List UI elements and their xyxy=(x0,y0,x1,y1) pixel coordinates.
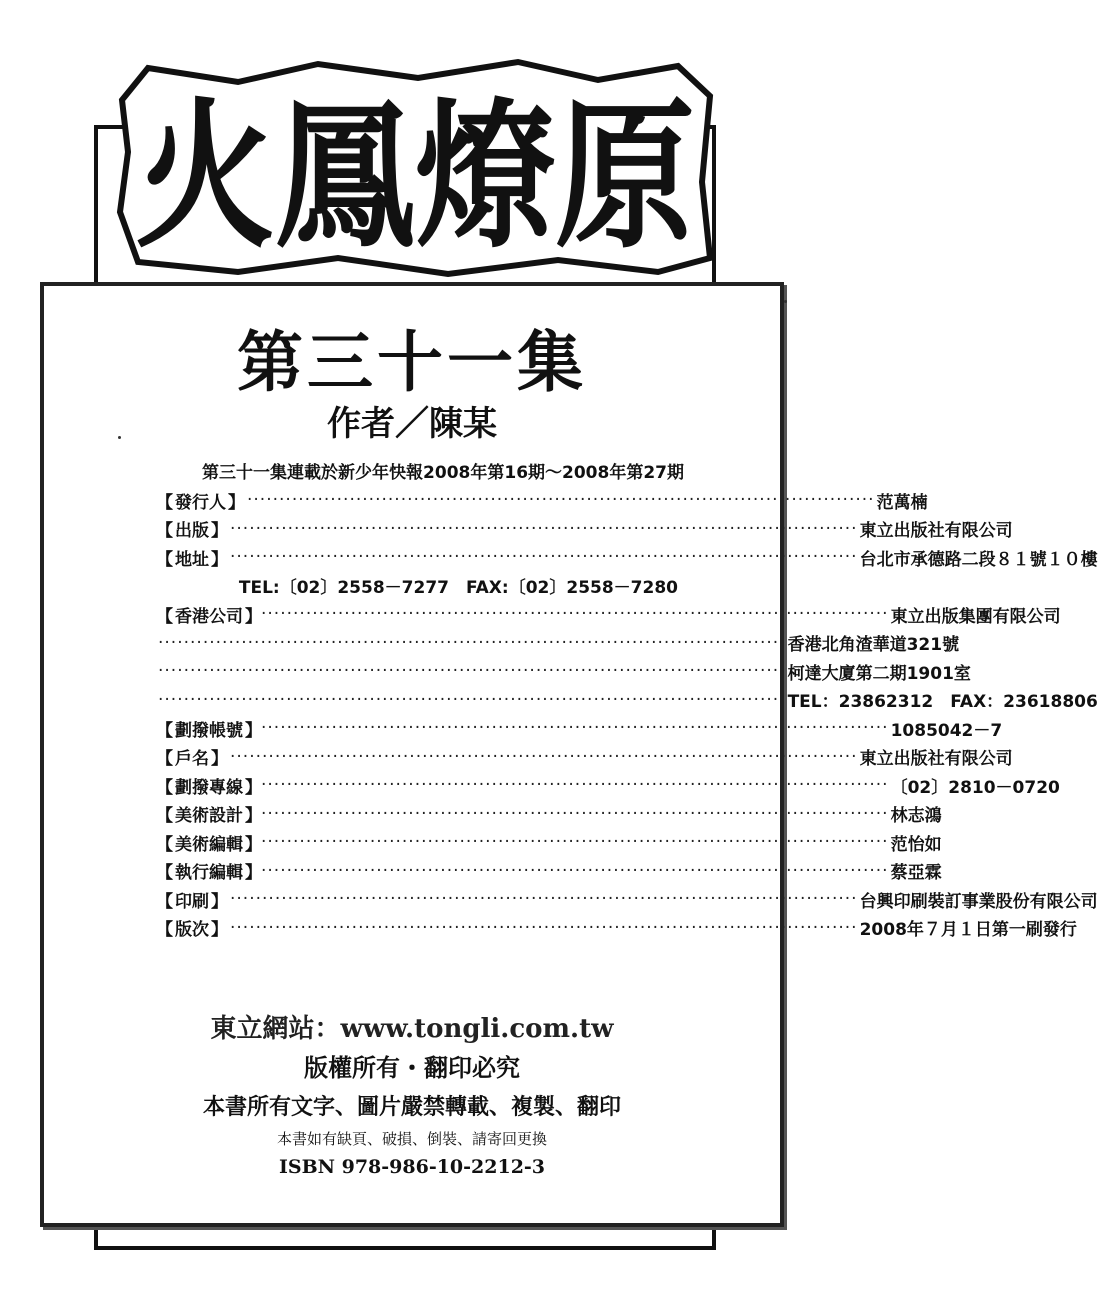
credit-row xyxy=(156,914,1077,943)
credit-label: 【 執 行 編 輯 】 xyxy=(156,863,262,884)
credit-label: 【 劃 撥 專 線 】 xyxy=(156,777,262,798)
credit-value: TEL:〔02〕2558－7277 FAX:〔02〕2558－7280 xyxy=(238,578,678,599)
credit-label: 【 美 術 設 計 】 xyxy=(156,806,262,827)
isbn: ISBN 978-986-10-2212-3 xyxy=(278,1156,546,1178)
credit-value: 范怡如 xyxy=(890,834,942,855)
colophon-panel xyxy=(40,282,1098,1227)
credit-value: 1085042－7 xyxy=(890,720,1003,741)
credit-row xyxy=(156,515,1013,544)
credit-row xyxy=(156,600,1061,629)
leader-dots: ·································································································· xyxy=(261,604,889,625)
credit-value: 台興印刷裝訂事業股份有限公司 xyxy=(859,891,1098,912)
website-line[interactable]: 東立網站：www.tongli.com.tw xyxy=(210,1014,614,1044)
serialization-note: 第三十一集連載於新少年快報2008年第16期～2008年第27期 xyxy=(202,463,684,483)
credit-label: 【 出 版 】 xyxy=(156,521,228,542)
leader-dots: ·································································································· xyxy=(261,832,889,853)
credit-label: 【 發 行 人 】 xyxy=(156,492,245,513)
credit-value: 林志鴻 xyxy=(890,806,942,827)
leader-dots: ·································································································· xyxy=(230,746,858,767)
credit-row xyxy=(156,714,1003,743)
leader-dots: ·································································································· xyxy=(230,547,858,568)
leader-dots: ·································································································· xyxy=(247,490,875,511)
defect-notice: 本書如有缺頁、破損、倒裝、請寄回更換 xyxy=(276,1130,547,1148)
leader-dots: ·································································································· xyxy=(158,689,786,710)
credits-list xyxy=(156,486,1098,942)
credit-row xyxy=(156,657,971,686)
credit-row xyxy=(156,800,942,829)
series-title: 火鳳燎原 xyxy=(135,83,695,270)
credit-row xyxy=(156,771,1060,800)
credit-label: 【 印 刷 】 xyxy=(156,891,228,912)
credit-row xyxy=(156,686,1098,715)
series-logo xyxy=(118,62,712,274)
leader-dots: ·································································································· xyxy=(230,889,858,910)
leader-dots: ·································································································· xyxy=(261,803,889,824)
author-line: 作者／陳某 xyxy=(327,404,497,444)
print-speck xyxy=(118,436,121,439)
credit-row xyxy=(156,743,1013,772)
copyright-notice: 版權所有・翻印必究 xyxy=(304,1053,520,1082)
leader-dots: ·································································································· xyxy=(230,518,858,539)
credit-label: 【 香 港 公 司 】 xyxy=(156,606,262,627)
leader-dots: ·································································································· xyxy=(261,775,889,796)
credit-value: 〔02〕2810－0720 xyxy=(890,777,1060,798)
credit-value: 2008年７月１日第一刷發行 xyxy=(859,920,1077,941)
credit-row xyxy=(156,543,1098,572)
credit-label: 【 美 術 編 輯 】 xyxy=(156,834,262,855)
credit-value: TEL：23862312 FAX：23618806 xyxy=(787,692,1098,713)
credit-value: 蔡亞霖 xyxy=(890,863,942,884)
credit-row xyxy=(156,572,678,601)
credit-value: 東立出版集團有限公司 xyxy=(890,606,1061,627)
volume-title: 第三十一集 xyxy=(237,323,587,401)
credit-label: 【 版 次 】 xyxy=(156,920,228,941)
credit-row xyxy=(156,885,1098,914)
credit-value: 東立出版社有限公司 xyxy=(859,749,1013,770)
credit-label: 【 劃 撥 帳 號 】 xyxy=(156,720,262,741)
credit-value: 范萬楠 xyxy=(876,492,928,513)
credit-row xyxy=(156,857,942,886)
leader-dots: ·································································································· xyxy=(230,917,858,938)
credit-row xyxy=(156,828,942,857)
credit-label: 【 戶 名 】 xyxy=(156,749,228,770)
reprint-notice: 本書所有文字、圖片嚴禁轉載、複製、翻印 xyxy=(202,1094,621,1120)
leader-dots: ·································································································· xyxy=(158,632,786,653)
credit-value: 香港北角渣華道321號 xyxy=(787,635,960,656)
credit-value: 台北市承德路二段８１號１０樓 xyxy=(859,549,1098,570)
print-speck xyxy=(784,300,787,303)
credit-value: 柯達大廈第二期1901室 xyxy=(787,663,971,684)
leader-dots: ·································································································· xyxy=(261,718,889,739)
credit-label: 【 地 址 】 xyxy=(156,549,228,570)
credit-row xyxy=(156,629,960,658)
credit-value: 東立出版社有限公司 xyxy=(859,521,1013,542)
leader-dots: ·································································································· xyxy=(158,661,786,682)
credit-row xyxy=(156,486,928,515)
leader-dots: ·································································································· xyxy=(261,860,889,881)
